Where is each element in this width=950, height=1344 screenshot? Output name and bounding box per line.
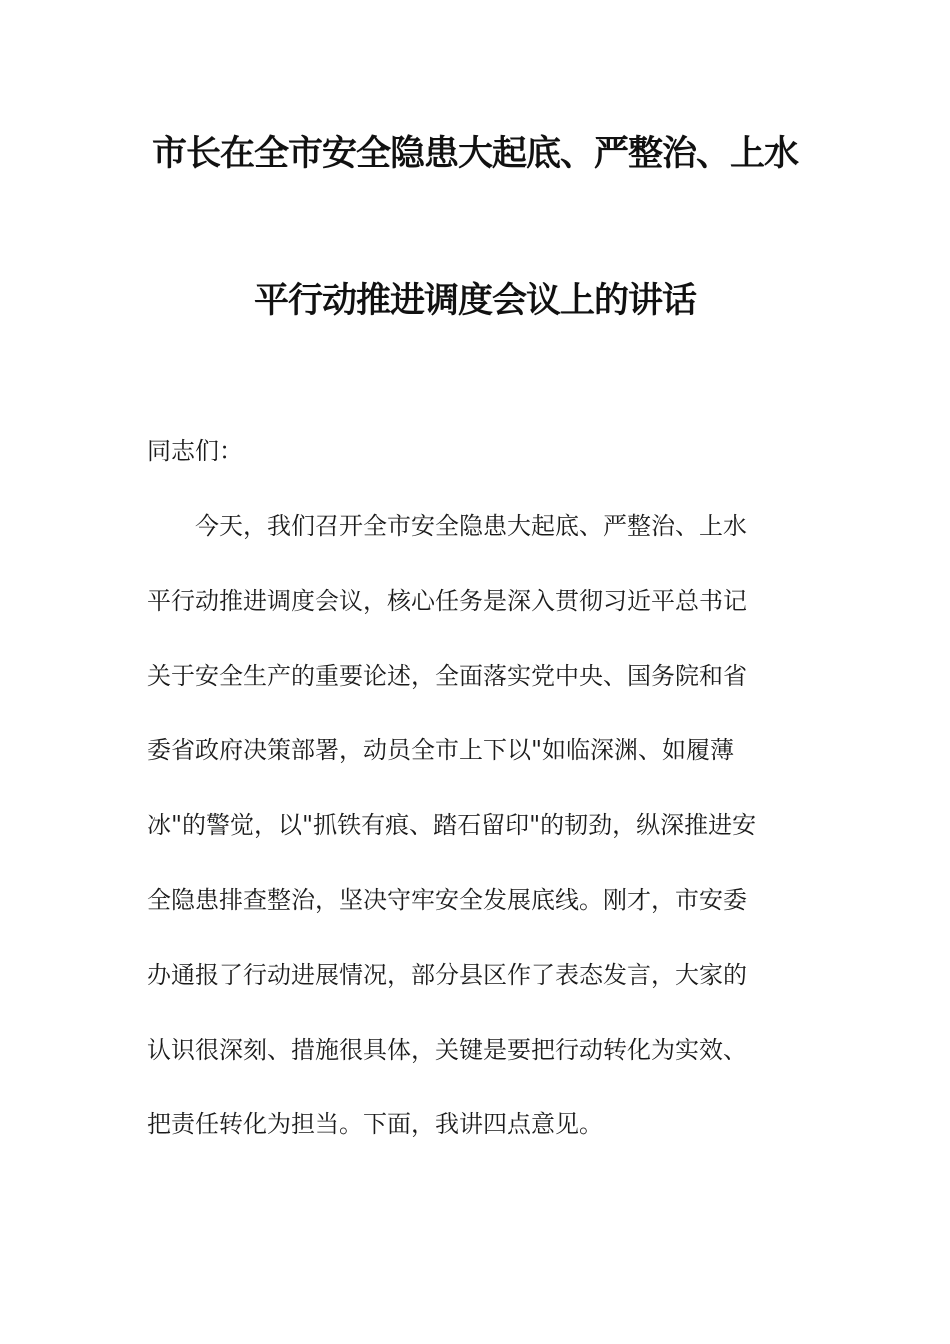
- document-title-line-1: 市长在全市安全隐患大起底、严整治、上水: [151, 134, 798, 174]
- salutation: 同志们：: [147, 437, 243, 465]
- paragraph-line-6: 全隐患排查整治，坚决守牢安全发展底线。刚才，市安委: [147, 886, 747, 914]
- paragraph-line-8: 认识很深刻、措施很具体，关键是要把行动转化为实效、: [147, 1036, 747, 1064]
- paragraph-line-9: 把责任转化为担当。下面，我讲四点意见。: [147, 1110, 603, 1138]
- paragraph-line-1: 今天，我们召开全市安全隐患大起底、严整治、上水: [195, 512, 747, 540]
- paragraph-line-3: 关于安全生产的重要论述，全面落实党中央、国务院和省: [147, 662, 747, 690]
- document-title-line-2: 平行动推进调度会议上的讲话: [253, 281, 696, 321]
- paragraph-line-7: 办通报了行动进展情况，部分县区作了表态发言，大家的: [147, 961, 747, 989]
- paragraph-line-4: 委省政府决策部署，动员全市上下以"如临深渊、如履薄: [147, 736, 735, 764]
- paragraph-line-5: 冰"的警觉，以"抓铁有痕、踏石留印"的韧劲，纵深推进安: [147, 811, 757, 839]
- paragraph-line-2: 平行动推进调度会议，核心任务是深入贯彻习近平总书记: [147, 587, 747, 615]
